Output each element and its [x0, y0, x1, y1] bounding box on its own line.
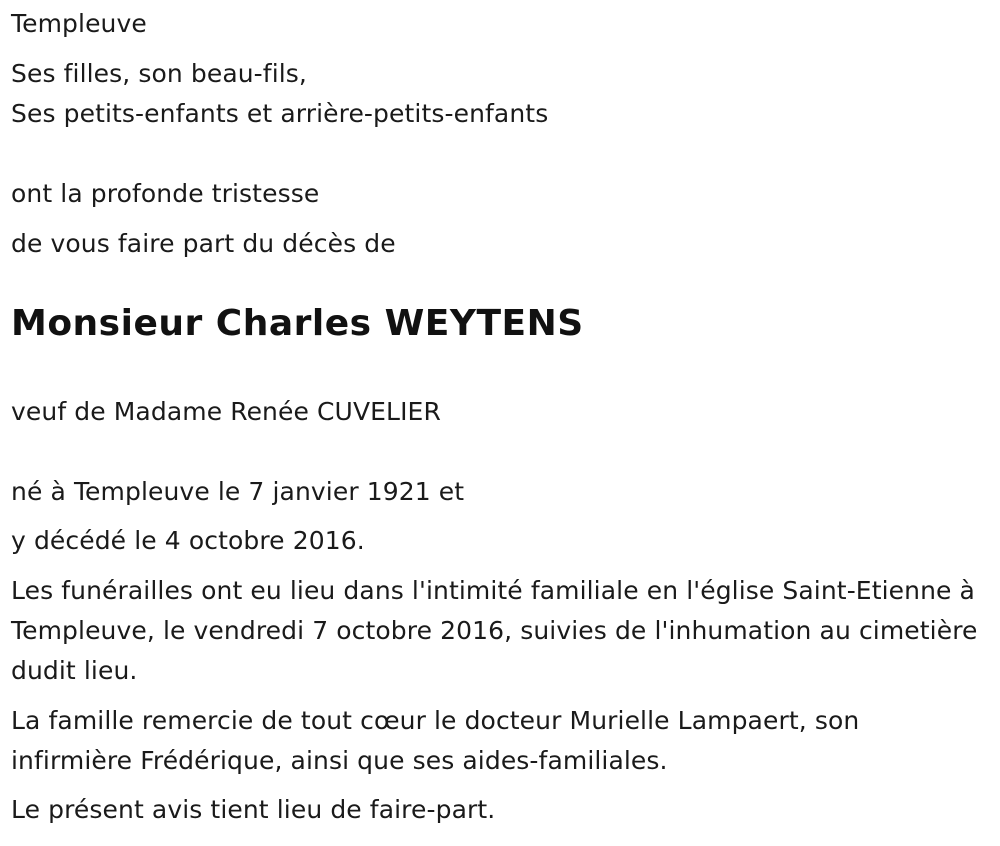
town-heading: Templeuve — [11, 9, 147, 38]
death-line: y décédé le 4 octobre 2016. — [11, 526, 365, 555]
funeral-paragraph: Les funérailles ont eu lieu dans l'intimité familiale en l'église Saint-Etienne à Templeuve, le vendredi 7 octobre 2016, suivies de l'inhumation au cimetière dudit lieu. — [11, 576, 978, 685]
deceased-name: Monsieur Charles WEYTENS — [11, 303, 584, 344]
sorrow-line-1: ont la profonde tristesse — [11, 179, 320, 208]
closing-line: Le présent avis tient lieu de faire-part. — [11, 795, 496, 824]
widower-of: veuf de Madame Renée CUVELIER — [11, 397, 441, 426]
family-line-1: Ses filles, son beau-fils, — [11, 59, 307, 88]
thanks-paragraph: La famille remercie de tout cœur le docteur Murielle Lampaert, son infirmière Frédérique, ainsi que ses aides-familiales. — [11, 706, 860, 775]
family-line-2: Ses petits-enfants et arrière-petits-enfants — [11, 99, 549, 128]
sorrow-line-2: de vous faire part du décès de — [11, 229, 396, 258]
birth-line: né à Templeuve le 7 janvier 1921 et — [11, 477, 465, 506]
